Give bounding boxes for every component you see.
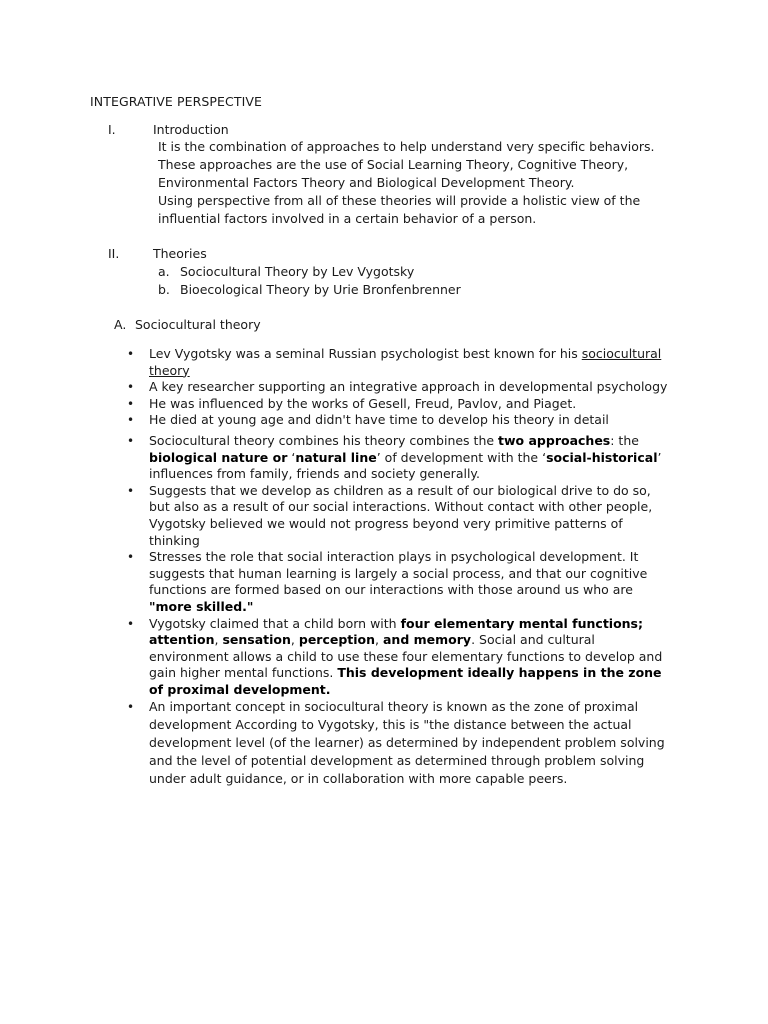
bullet-icon: •: [127, 380, 135, 395]
list-item: [127, 433, 672, 483]
list-item: [127, 616, 672, 699]
list-item: [127, 396, 672, 413]
bold-text: four elementary mental functions; attention: [149, 615, 644, 648]
bold-text: biological nature or: [149, 449, 288, 465]
list-item: [127, 549, 672, 615]
bold-text: "more skilled.": [149, 598, 254, 614]
bullet-icon: •: [127, 433, 135, 448]
bullet-text: Sociocultural theory combines his theory combines the: [149, 432, 499, 448]
intro-line: influential factors involved in a certain behavior of a person.: [158, 211, 537, 226]
bullet-icon: •: [127, 700, 135, 715]
bullet-text: A key researcher supporting an integrative approach in developmental psychology: [149, 379, 668, 395]
intro-line: It is the combination of approaches to help understand very specific behaviors.: [158, 139, 655, 154]
intro-line: Using perspective from all of these theories will provide a holistic view of the: [158, 193, 641, 208]
theory-item: [158, 263, 414, 281]
bold-text: and memory: [383, 632, 472, 648]
bullet-text: He died at young age and didn't have time to develop his theory in detail: [149, 412, 609, 428]
bullet-text: Vygotsky claimed that a child born with: [149, 615, 401, 631]
bullet-icon: •: [127, 396, 135, 411]
section-a-letter: A.: [114, 317, 127, 332]
list-item: [127, 379, 672, 396]
bold-text: This development ideally happens in the zone of proximal development.: [149, 665, 662, 697]
section-1-heading: Introduction: [153, 122, 229, 137]
bold-text: two approaches: [498, 432, 611, 448]
list-item: [127, 412, 672, 429]
bullet-text: Stresses the role that social interaction plays in psychological development. It suggests that human learning is largely a social process, and that our cognitive functions are formed based on our interactions with those around us who are: [149, 549, 648, 598]
bullet-icon: •: [127, 483, 135, 498]
bullet-text: Suggests that we develop as children as a result of our biological drive to do so, but also as a result of our social interactions. Without contact with other people, Vygotsky believed we would not progress beyond very primitive patterns of thinking: [149, 482, 653, 548]
bullet-text: ‘: [287, 449, 296, 465]
sociocultural-theory-link[interactable]: sociocultural theory: [149, 346, 662, 378]
introduction-paragraph: [158, 138, 658, 228]
list-item: [127, 483, 672, 549]
theory-item-text: Bioecological Theory by Urie Bronfenbrenner: [180, 282, 461, 297]
theory-item-text: Sociocultural Theory by Lev Vygotsky: [180, 264, 415, 279]
bullet-icon: •: [127, 347, 135, 361]
bullet-text: . Social and cultural environment allows a child to use these four elementary functions to develop and gain higher mental functions.: [149, 632, 663, 681]
bold-text: natural line: [295, 449, 377, 465]
section-2-heading: Theories: [153, 246, 207, 261]
list-item: [127, 698, 672, 788]
theory-item-letter: a.: [158, 264, 170, 279]
bullet-text: Lev Vygotsky was a seminal Russian psychologist best known for his: [149, 346, 582, 361]
sociocultural-bullet-list: [127, 346, 672, 788]
bullet-text: ’ influences from family, friends and society generally.: [149, 449, 662, 482]
bold-text: perception: [298, 632, 376, 648]
bullet-text: ,: [290, 632, 299, 648]
bullet-icon: •: [127, 616, 135, 631]
document-title: INTEGRATIVE PERSPECTIVE: [90, 94, 263, 109]
intro-line: These approaches are the use of Social Learning Theory, Cognitive Theory,: [158, 157, 629, 172]
bullet-text: ’ of development with the ‘: [376, 449, 547, 465]
list-item: [127, 346, 672, 379]
bullet-text: An important concept in sociocultural theory is known as the zone of proximal development According to Vygotsky, this is "the distance between the actual development level (of the learner) as determined by independent problem solving and the level of potential development as determined through problem solving under adult guidance, or in collaboration with more capable peers.: [149, 699, 665, 787]
bullet-icon: •: [127, 550, 135, 565]
section-a-title: Sociocultural theory: [135, 317, 261, 332]
section-2-numeral: II.: [108, 246, 120, 261]
section-a-heading: [114, 317, 261, 332]
bullet-text: He was influenced by the works of Gesell, Freud, Pavlov, and Piaget.: [149, 395, 577, 411]
bold-text: sensation: [222, 632, 291, 648]
bullet-text: ,: [214, 632, 223, 648]
theory-item-letter: b.: [158, 282, 170, 297]
bullet-icon: •: [127, 413, 135, 428]
theory-item: [158, 281, 461, 299]
bold-text: social-historical: [546, 449, 658, 465]
bullet-text: : the: [610, 432, 639, 448]
section-1-numeral: I.: [108, 122, 116, 137]
bullet-text: ,: [375, 632, 383, 648]
intro-line: Environmental Factors Theory and Biological Development Theory.: [158, 175, 575, 190]
